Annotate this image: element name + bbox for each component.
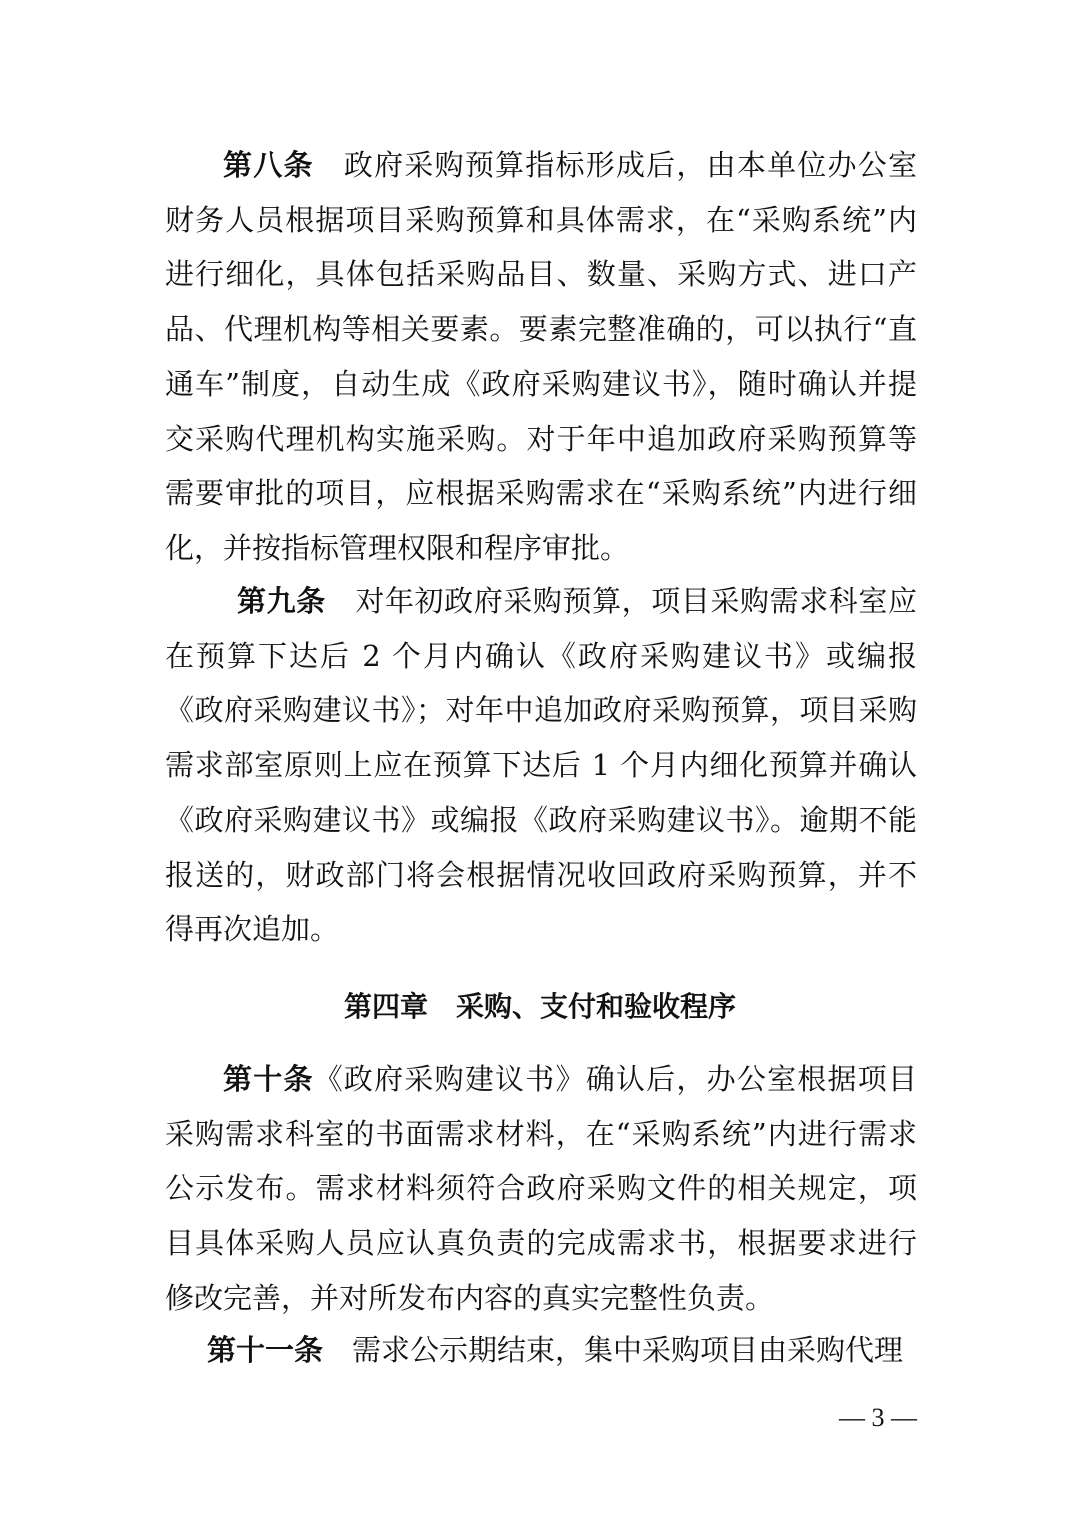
article-11-label: 第十一条 xyxy=(207,1333,324,1367)
article-10-label: 第十条 xyxy=(223,1062,314,1096)
article-9-text: 对年初政府采购预算，项目采购需求科室应在预算下达后 2 个月内确认《政府采购建议书》或编报《政府采购建议书》；对年中追加政府采购预算，项目采购需求部室原则上应在预算下达后 1 个月内细化预算并确认《政府采购建议书》或编报《政府采购建议书》。逾期不能报送的，财政部门将会根据情况收回政府采购预算，并不得再次追加。 xyxy=(165,584,917,947)
article-9 xyxy=(165,574,917,957)
article-11 xyxy=(165,1323,917,1378)
article-8-text: 政府采购预算指标形成后，由本单位办公室财务人员根据项目采购预算和具体需求，在“采购系统”内进行细化，具体包括采购品目、数量、采购方式、进口产品、代理机构等相关要素。要素完整准确的，可以执行“直通车”制度，自动生成《政府采购建议书》，随时确认并提交采购代理机构实施采购。对于年中追加政府采购预算等需要审批的项目，应根据采购需求在“采购系统”内进行细化，并按指标管理权限和程序审批。 xyxy=(165,148,917,565)
article-10 xyxy=(165,1052,917,1326)
chapter-heading: 第四章 采购、支付和验收程序 xyxy=(343,990,736,1023)
article-10-text: 《政府采购建议书》确认后，办公室根据项目采购需求科室的书面需求材料，在“采购系统”内进行需求公示发布。需求材料须符合政府采购文件的相关规定，项目具体采购人员应认真负责的完成需求书，根据要求进行修改完善，并对所发布内容的真实完整性负责。 xyxy=(165,1062,917,1315)
article-11-text: 需求公示期结束，集中采购项目由采购代理 xyxy=(352,1333,904,1367)
page-number: — 3 — xyxy=(839,1403,917,1432)
article-8 xyxy=(165,138,917,576)
article-9-label: 第九条 xyxy=(237,584,326,618)
article-8-label: 第八条 xyxy=(223,148,314,182)
